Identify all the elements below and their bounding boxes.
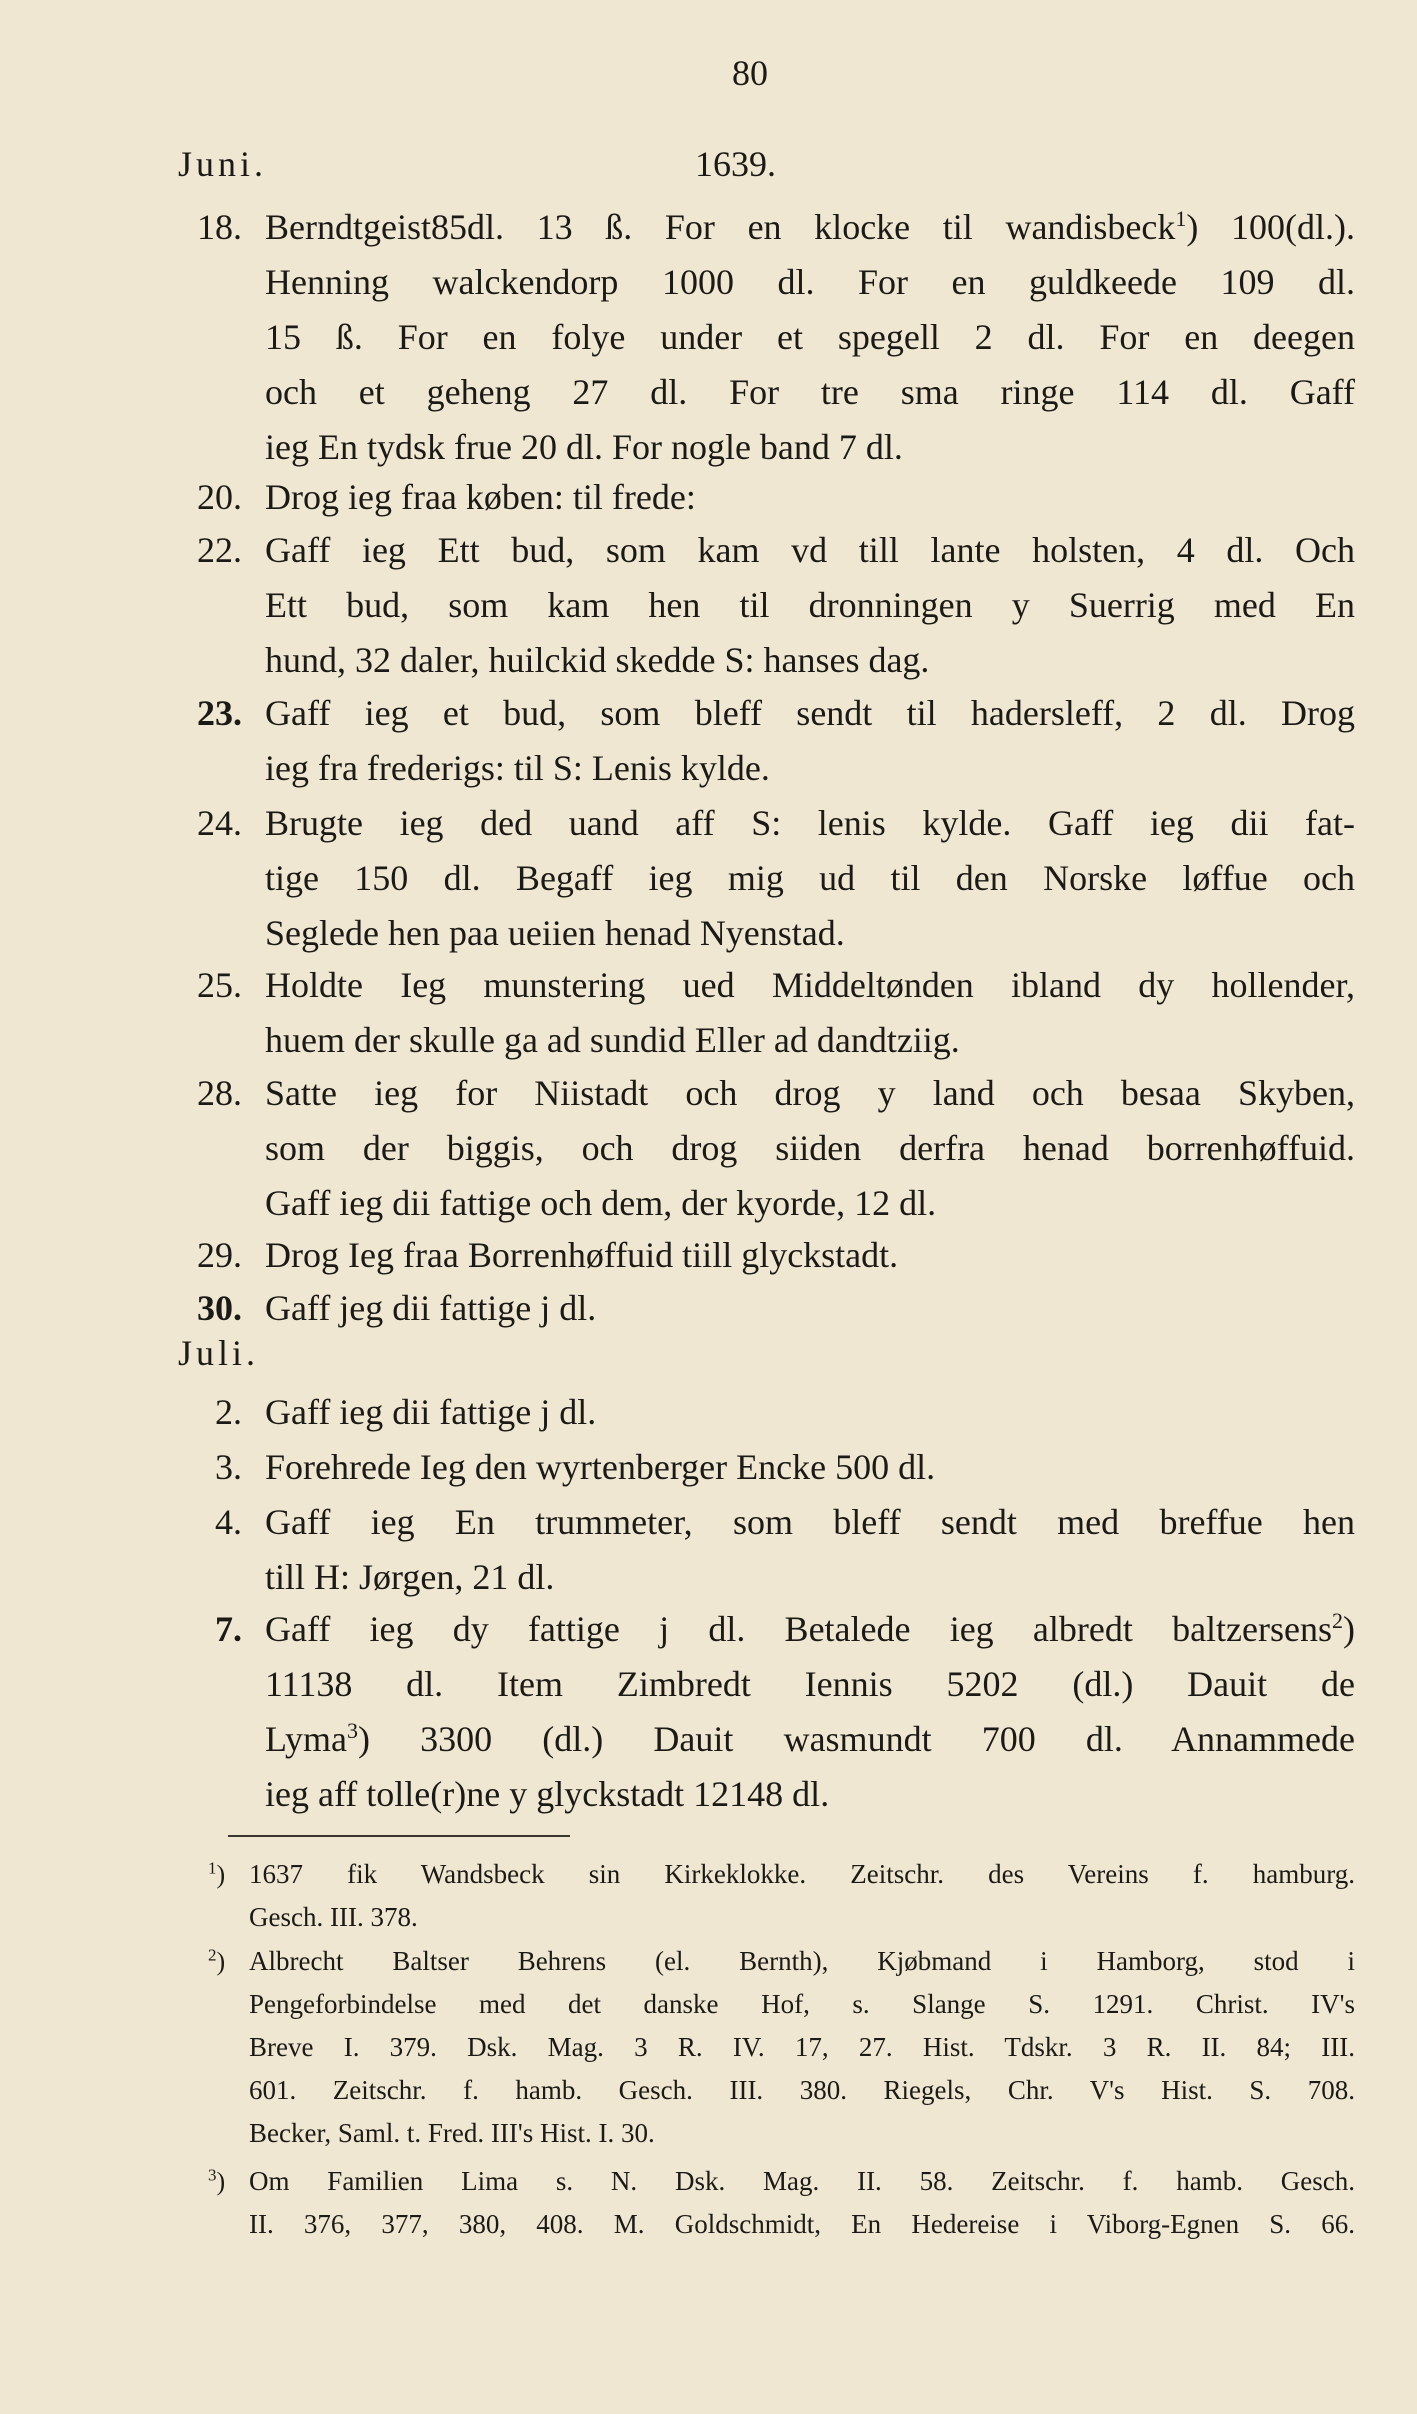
entry-line: Berndtgeist85dl. 13 ß. For en klocke til wandisbeck$^1$) 100(dl.). <box>265 206 1356 247</box>
entry-day-number: 3. <box>215 1447 242 1487</box>
month-heading-june: Juni. <box>178 144 268 184</box>
entry-line: Holdte Ieg munstering ued Middeltønden ibland dy hollender, <box>265 965 1355 1005</box>
entry-line: Gaff ieg dy fattige j dl. Betalede ieg albredt baltzersens$^2$) <box>265 1608 1355 1649</box>
entry-text <box>265 470 1355 525</box>
entry-line: huem der skulle ga ad sundid Eller ad dandtziig. <box>265 1020 960 1060</box>
entry-line: ieg En tydsk frue 20 dl. For nogle band 7 dl. <box>265 427 903 467</box>
entry-line: 15 ß. For en folye under et spegell 2 dl. For en deegen <box>265 317 1355 357</box>
entry-line: Gaff jeg dii fattige j dl. <box>265 1288 597 1328</box>
entry-line: Gaff ieg dii fattige och dem, der kyorde, 12 dl. <box>265 1183 937 1223</box>
entry-day-number: 30. <box>197 1288 242 1328</box>
entry-line: Gaff ieg et bud, som bleff sendt til hadersleff, 2 dl. Drog <box>265 693 1355 733</box>
entry-line: Lyma$^3$) 3300 (dl.) Dauit wasmundt 700 dl. Annammede <box>265 1718 1355 1759</box>
entry-text <box>265 796 1355 961</box>
footnote-line: Om Familien Lima s. N. Dsk. Mag. II. 58. Zeitschr. f. hamb. Gesch. <box>249 2166 1355 2196</box>
entry-line: som der biggis, och drog siiden derfra henad borrenhøffuid. <box>265 1128 1355 1168</box>
entry-day-number: 7. <box>215 1609 242 1649</box>
year-heading: 1639. <box>695 144 776 184</box>
footnote-mark: $^3$) <box>208 2165 226 2196</box>
entry-day-number: 2. <box>215 1392 242 1432</box>
entry-day-number: 23. <box>197 693 242 733</box>
footnote-line: Gesch. III. 378. <box>249 1902 418 1932</box>
entry-text <box>265 1495 1355 1605</box>
entry-line: 11138 dl. Item Zimbredt Iennis 5202 (dl.) Dauit de <box>265 1664 1355 1704</box>
entry-line: tige 150 dl. Begaff ieg mig ud til den Norske løffue och <box>265 858 1355 898</box>
footnote-line: 1637 fik Wandsbeck sin Kirkeklokke. Zeitschr. des Vereins f. hamburg. <box>249 1859 1355 1889</box>
entry-day-number: 4. <box>215 1502 242 1542</box>
entry-day-number: 18. <box>197 207 242 247</box>
footnote-text <box>249 1940 1355 2155</box>
page-number: 80 <box>732 53 768 93</box>
entry-line: och et geheng 27 dl. For tre sma ringe 114 dl. Gaff <box>265 372 1355 412</box>
footnote-line: Albrecht Baltser Behrens (el. Bernth), Kjøbmand i Hamborg, stod i <box>249 1946 1355 1976</box>
month-heading-july: Juli. <box>178 1333 260 1373</box>
entry-day-number: 20. <box>197 477 242 517</box>
entry-day-number: 28. <box>197 1073 242 1113</box>
footnote-mark: $^1$) <box>208 1858 226 1889</box>
entry-line: Gaff ieg dii fattige j dl. <box>265 1392 597 1432</box>
entry-line: Gaff ieg En trummeter, som bleff sendt med breffue hen <box>265 1502 1355 1542</box>
entry-text <box>265 1281 1355 1336</box>
entry-line: Seglede hen paa ueiien henad Nyenstad. <box>265 913 845 953</box>
entry-text <box>265 523 1355 688</box>
footnote-rule <box>228 1835 570 1837</box>
entry-line: Brugte ieg ded uand aff S: lenis kylde. Gaff ieg dii fat- <box>265 803 1355 843</box>
entry-line: Ett bud, som kam hen til dronningen y Suerrig med En <box>265 585 1355 625</box>
footnote-line: Pengeforbindelse med det danske Hof, s. Slange S. 1291. Christ. IV's <box>249 1989 1355 2019</box>
entry-day-number: 29. <box>197 1235 242 1275</box>
entry-text <box>265 1385 1355 1440</box>
entry-line: ieg aff tolle(r)ne y glyckstadt 12148 dl. <box>265 1774 830 1814</box>
entry-text <box>265 1602 1355 1822</box>
entry-line: Gaff ieg Ett bud, som kam vd till lante holsten, 4 dl. Och <box>265 530 1355 570</box>
entry-text <box>265 686 1355 796</box>
footnote-line: Becker, Saml. t. Fred. III's Hist. I. 30. <box>249 2118 655 2148</box>
entry-line: ieg fra frederigs: til S: Lenis kylde. <box>265 748 770 788</box>
footnote-line: 601. Zeitschr. f. hamb. Gesch. III. 380. Riegels, Chr. V's Hist. S. 708. <box>249 2075 1355 2105</box>
entry-text <box>265 200 1355 475</box>
footnote-mark: $^2$) <box>208 1945 226 1976</box>
entry-line: till H: Jørgen, 21 dl. <box>265 1557 555 1597</box>
entry-text <box>265 1228 1355 1283</box>
footnote-line: Breve I. 379. Dsk. Mag. 3 R. IV. 17, 27. Hist. Tdskr. 3 R. II. 84; III. <box>249 2032 1355 2062</box>
entry-day-number: 22. <box>197 530 242 570</box>
entry-day-number: 25. <box>197 965 242 1005</box>
entry-text <box>265 1440 1355 1495</box>
entry-line: Drog Ieg fraa Borrenhøffuid tiill glyckstadt. <box>265 1235 899 1275</box>
entry-line: Forehrede Ieg den wyrtenberger Encke 500 dl. <box>265 1447 936 1487</box>
entry-day-number: 24. <box>197 803 242 843</box>
entry-text <box>265 958 1355 1068</box>
entry-text <box>265 1066 1355 1231</box>
entry-line: Henning walckendorp 1000 dl. For en guldkeede 109 dl. <box>265 262 1355 302</box>
footnote-text <box>249 1853 1355 1939</box>
footnote-text <box>249 2160 1355 2246</box>
entry-line: hund, 32 daler, huilckid skedde S: hanses dag. <box>265 640 930 680</box>
entry-line: Drog ieg fraa køben: til frede: <box>265 477 696 517</box>
footnote-line: II. 376, 377, 380, 408. M. Goldschmidt, En Hedereise i Viborg-Egnen S. 66. <box>249 2209 1355 2239</box>
entry-line: Satte ieg for Niistadt och drog y land och besaa Skyben, <box>265 1073 1355 1113</box>
